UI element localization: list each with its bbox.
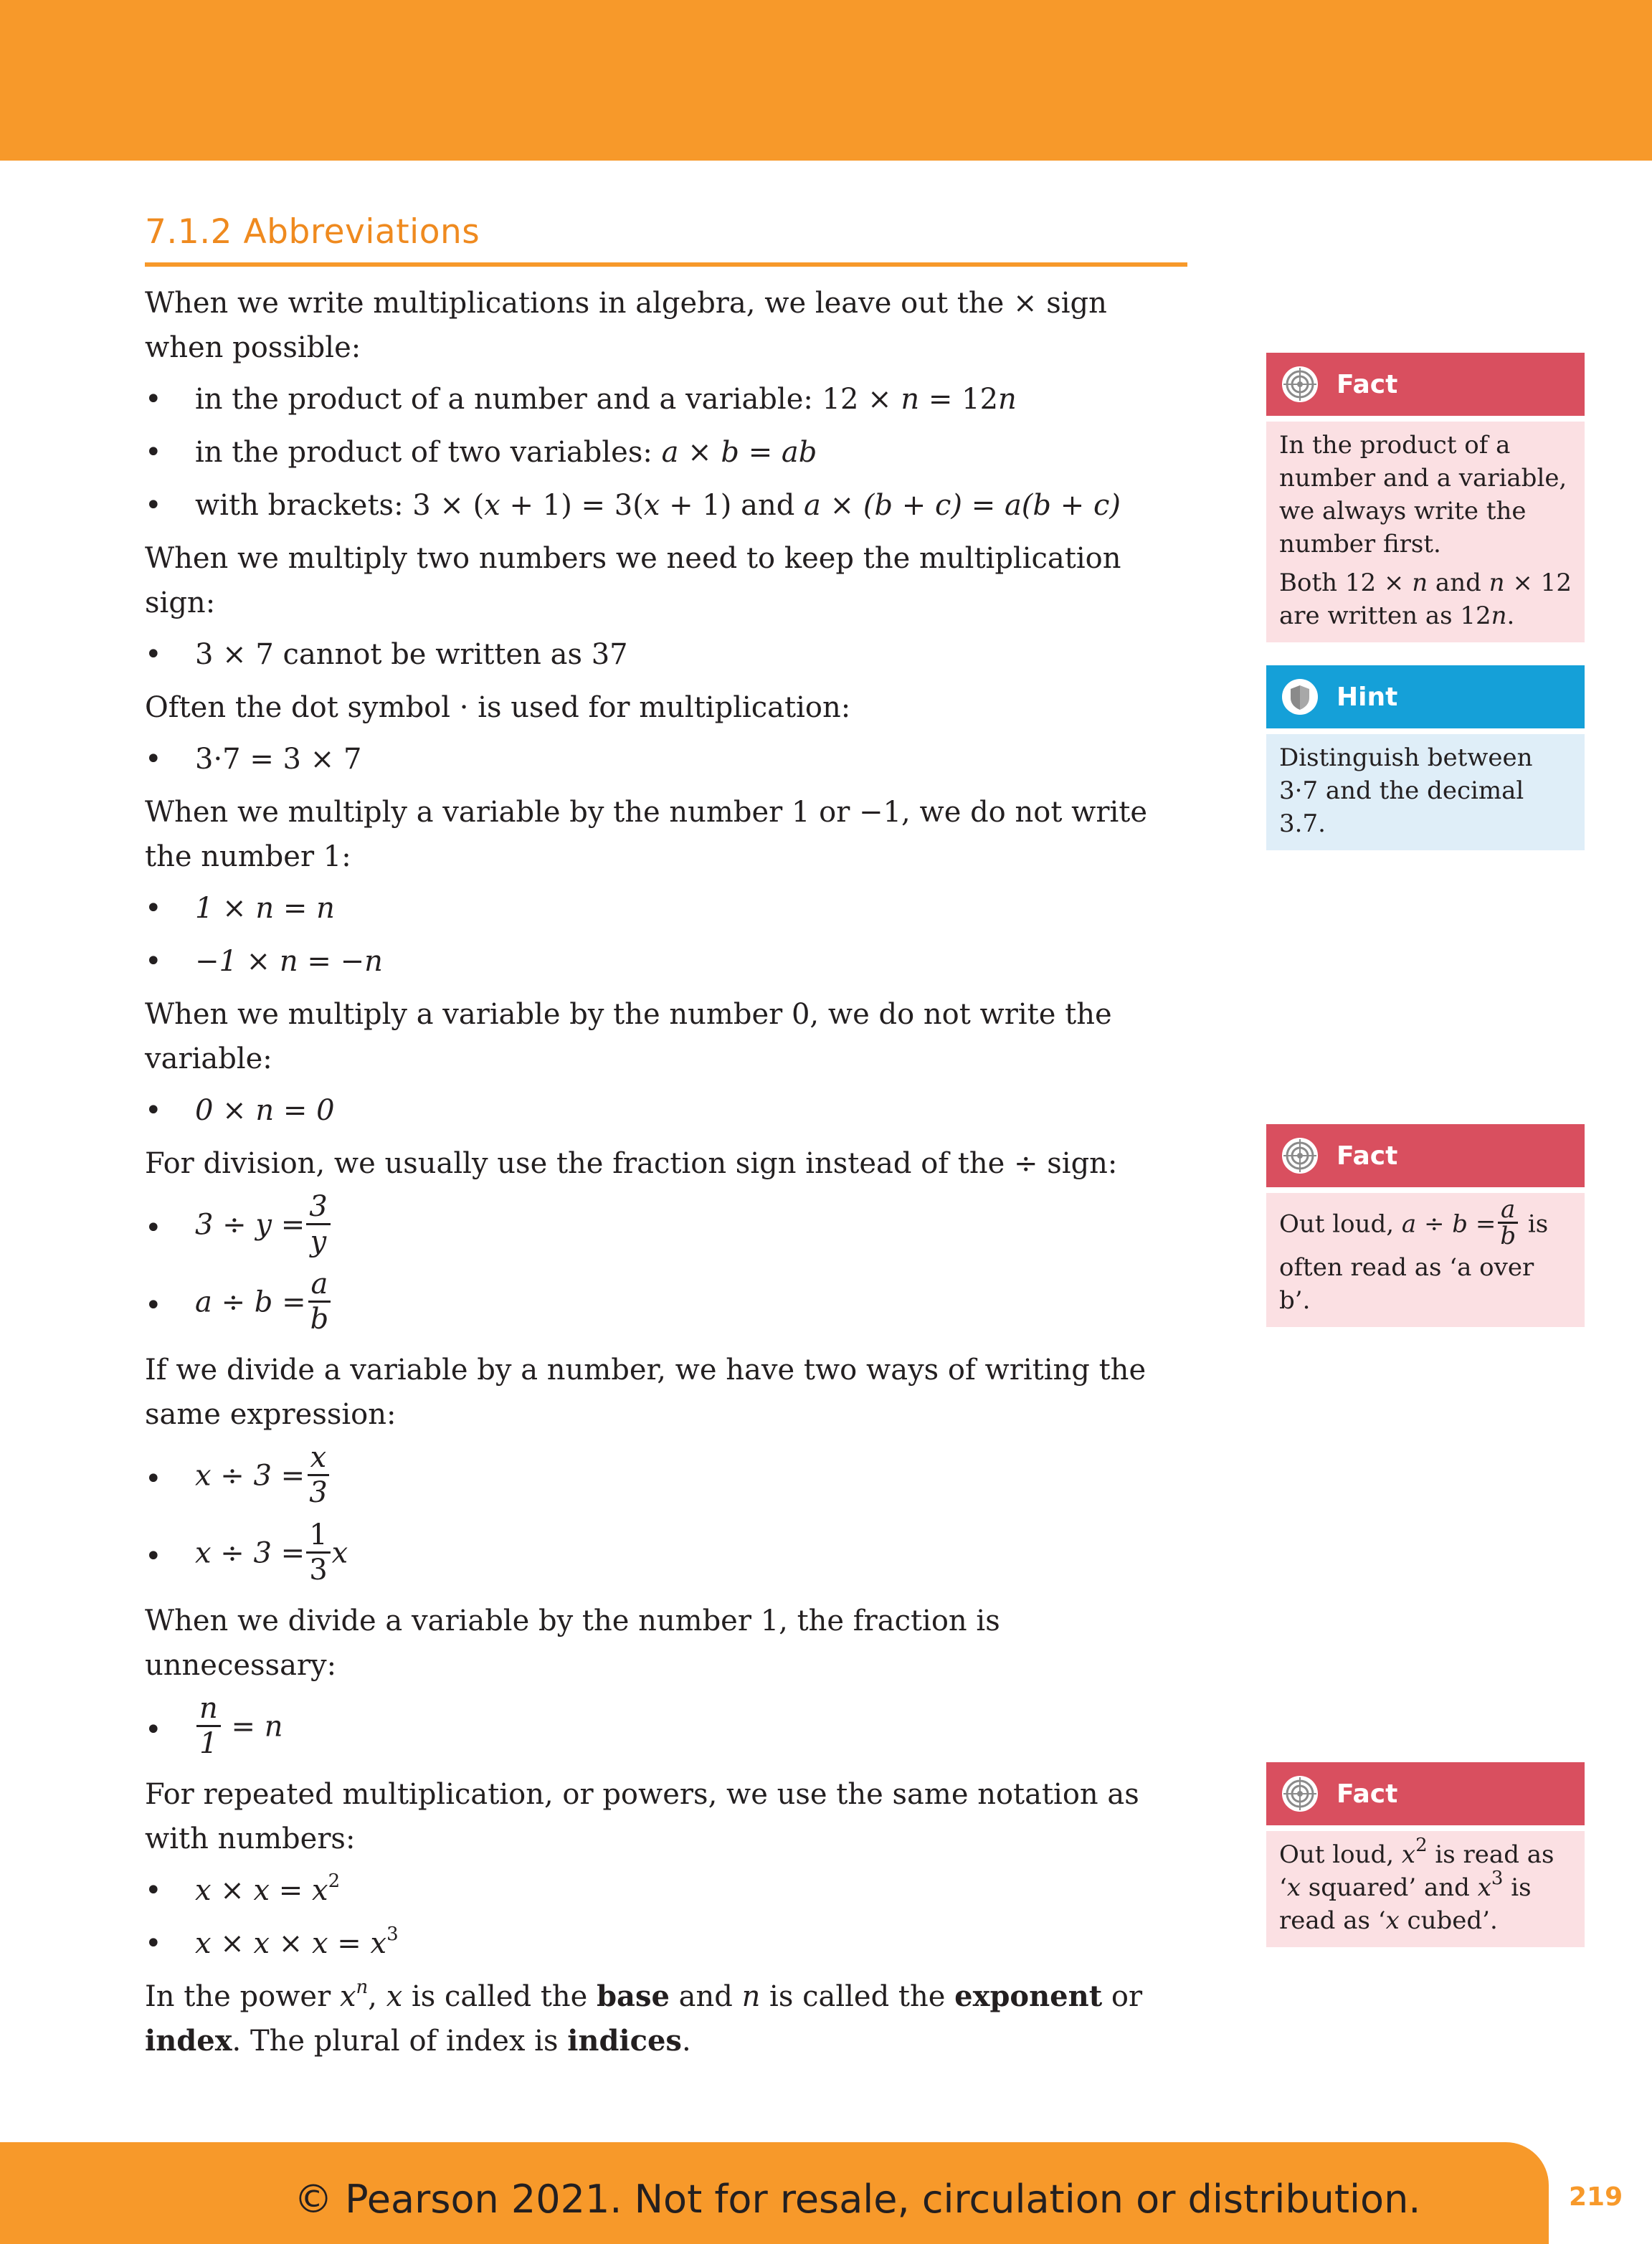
list-item: • x ÷ 3 = $\frac{1}{3}$ x bbox=[145, 1518, 348, 1587]
list-one bbox=[145, 886, 1192, 984]
list-item: • $x \times x = x^2$ bbox=[145, 1870, 341, 1907]
fact-label: Fact bbox=[1337, 1779, 1398, 1809]
list-item: • $x \times x \times x = x^3$ bbox=[145, 1923, 399, 1960]
hint-body bbox=[1266, 734, 1585, 850]
list-zero bbox=[145, 1088, 1192, 1133]
list-item: • 0 × n = 0 bbox=[145, 1094, 335, 1127]
fact-header bbox=[1266, 1762, 1585, 1825]
paragraph-intro: When we write multiplications in algebra, we leave out the × sign when possible: bbox=[145, 287, 1107, 364]
list-item: • a ÷ b = $\frac{a}{b}$ bbox=[145, 1270, 1192, 1339]
paragraph-division: For division, we usually use the fraction sign instead of the ÷ sign: bbox=[145, 1147, 1118, 1180]
fact-text: Out loud, $x^2$ is read as ‘x squared’ and $x^3$ is read as ‘x cubed’. bbox=[1279, 1834, 1554, 1935]
fraction: $\frac{1}{3}$ bbox=[306, 1518, 330, 1587]
list-item: • $\frac{n}{1}$ = n bbox=[145, 1692, 283, 1760]
paragraph-by-one: When we divide a variable by the number 1, the fraction is unnecessary: bbox=[145, 1604, 1000, 1682]
fact-header bbox=[1266, 1124, 1585, 1187]
fact-header bbox=[1266, 353, 1585, 416]
paragraph-zero: When we multiply a variable by the number 0, we do not write the variable: bbox=[145, 998, 1112, 1075]
fact-box-product-order bbox=[1266, 353, 1585, 642]
paragraph-powers: For repeated multiplication, or powers, we use the same notation as with numbers: bbox=[145, 1778, 1139, 1855]
shield-icon bbox=[1281, 678, 1319, 716]
fact-box-squared-cubed bbox=[1266, 1762, 1585, 1947]
list-dot bbox=[145, 737, 1192, 781]
list-omit-sign bbox=[145, 377, 1192, 528]
list-item: • 3 ÷ y = $\frac{3}{y}$ bbox=[145, 1193, 1192, 1262]
list-powers bbox=[145, 1868, 1192, 1966]
fact-body bbox=[1266, 422, 1585, 642]
paragraph-dot: Often the dot symbol · is used for multiplication: bbox=[145, 691, 851, 724]
fact-body bbox=[1266, 1831, 1585, 1947]
fact-label: Fact bbox=[1337, 1141, 1398, 1171]
list-item: • with brackets: 3 × (x + 1) = 3(x + 1) and a × (b + c) = a(b + c) bbox=[145, 489, 1121, 522]
paragraph-two-ways: If we divide a variable by a number, we have two ways of writing the same expression: bbox=[145, 1354, 1147, 1431]
fraction: $\frac{3}{y}$ bbox=[306, 1190, 330, 1258]
list-two-ways bbox=[145, 1441, 1192, 1590]
fact-text: Both 12 × n and n × 12 are written as 12n. bbox=[1279, 569, 1572, 630]
list-item: • 1 × n = n bbox=[145, 892, 335, 925]
page-number: 219 bbox=[1569, 2182, 1623, 2212]
fact-box-a-over-b bbox=[1266, 1124, 1585, 1327]
hint-header bbox=[1266, 665, 1585, 728]
list-item: • 3 × 7 cannot be written as 37 bbox=[145, 638, 628, 671]
fact-text: In the product of a number and a variable, we always write the number first. bbox=[1279, 431, 1567, 558]
fraction: $\frac{x}{3}$ bbox=[306, 1441, 330, 1509]
paragraph-numbers: When we multiply two numbers we need to keep the multiplication sign: bbox=[145, 542, 1121, 619]
list-item: • x ÷ 3 = $\frac{x}{3}$ bbox=[145, 1444, 1192, 1513]
header-band bbox=[0, 0, 1652, 161]
fraction: $\frac{n}{1}$ bbox=[196, 1692, 221, 1760]
target-icon bbox=[1281, 365, 1319, 404]
list-item: • 3·7 = 3 × 7 bbox=[145, 743, 362, 776]
paragraph-base-exponent: In the power $x^n$, x is called the base and n is called the exponent or index. The plural of index is indices. bbox=[145, 1976, 1143, 2058]
list-numbers bbox=[145, 632, 1192, 677]
list-item: • in the product of two variables: a × b = ab bbox=[145, 436, 817, 469]
list-by-one bbox=[145, 1692, 1192, 1764]
list-item: • in the product of a number and a variable: 12 × n = 12n bbox=[145, 383, 1017, 416]
section-rule bbox=[145, 262, 1187, 267]
section-title: 7.1.2 Abbreviations bbox=[145, 212, 480, 252]
list-item: • −1 × n = −n bbox=[145, 945, 383, 978]
paragraph-one: When we multiply a variable by the number 1 or −1, we do not write the number 1: bbox=[145, 796, 1148, 873]
hint-label: Hint bbox=[1337, 682, 1398, 712]
hint-text: Distinguish between 3·7 and the decimal 3.7. bbox=[1279, 743, 1533, 838]
main-content bbox=[145, 281, 1192, 2071]
fact-text: Out loud, a ÷ b = $\frac{a}{b}$ is often read as ‘a over b’. bbox=[1279, 1195, 1549, 1315]
fraction: $\frac{a}{b}$ bbox=[308, 1268, 332, 1336]
hint-box-decimal bbox=[1266, 665, 1585, 850]
fact-label: Fact bbox=[1337, 369, 1398, 399]
target-icon bbox=[1281, 1774, 1319, 1813]
list-division bbox=[145, 1190, 1192, 1339]
target-icon bbox=[1281, 1136, 1319, 1175]
copyright-notice: © Pearson 2021. Not for resale, circulation or distribution. bbox=[294, 2177, 1421, 2222]
fact-body bbox=[1266, 1193, 1585, 1327]
fraction: $\frac{a}{b}$ bbox=[1497, 1197, 1519, 1248]
